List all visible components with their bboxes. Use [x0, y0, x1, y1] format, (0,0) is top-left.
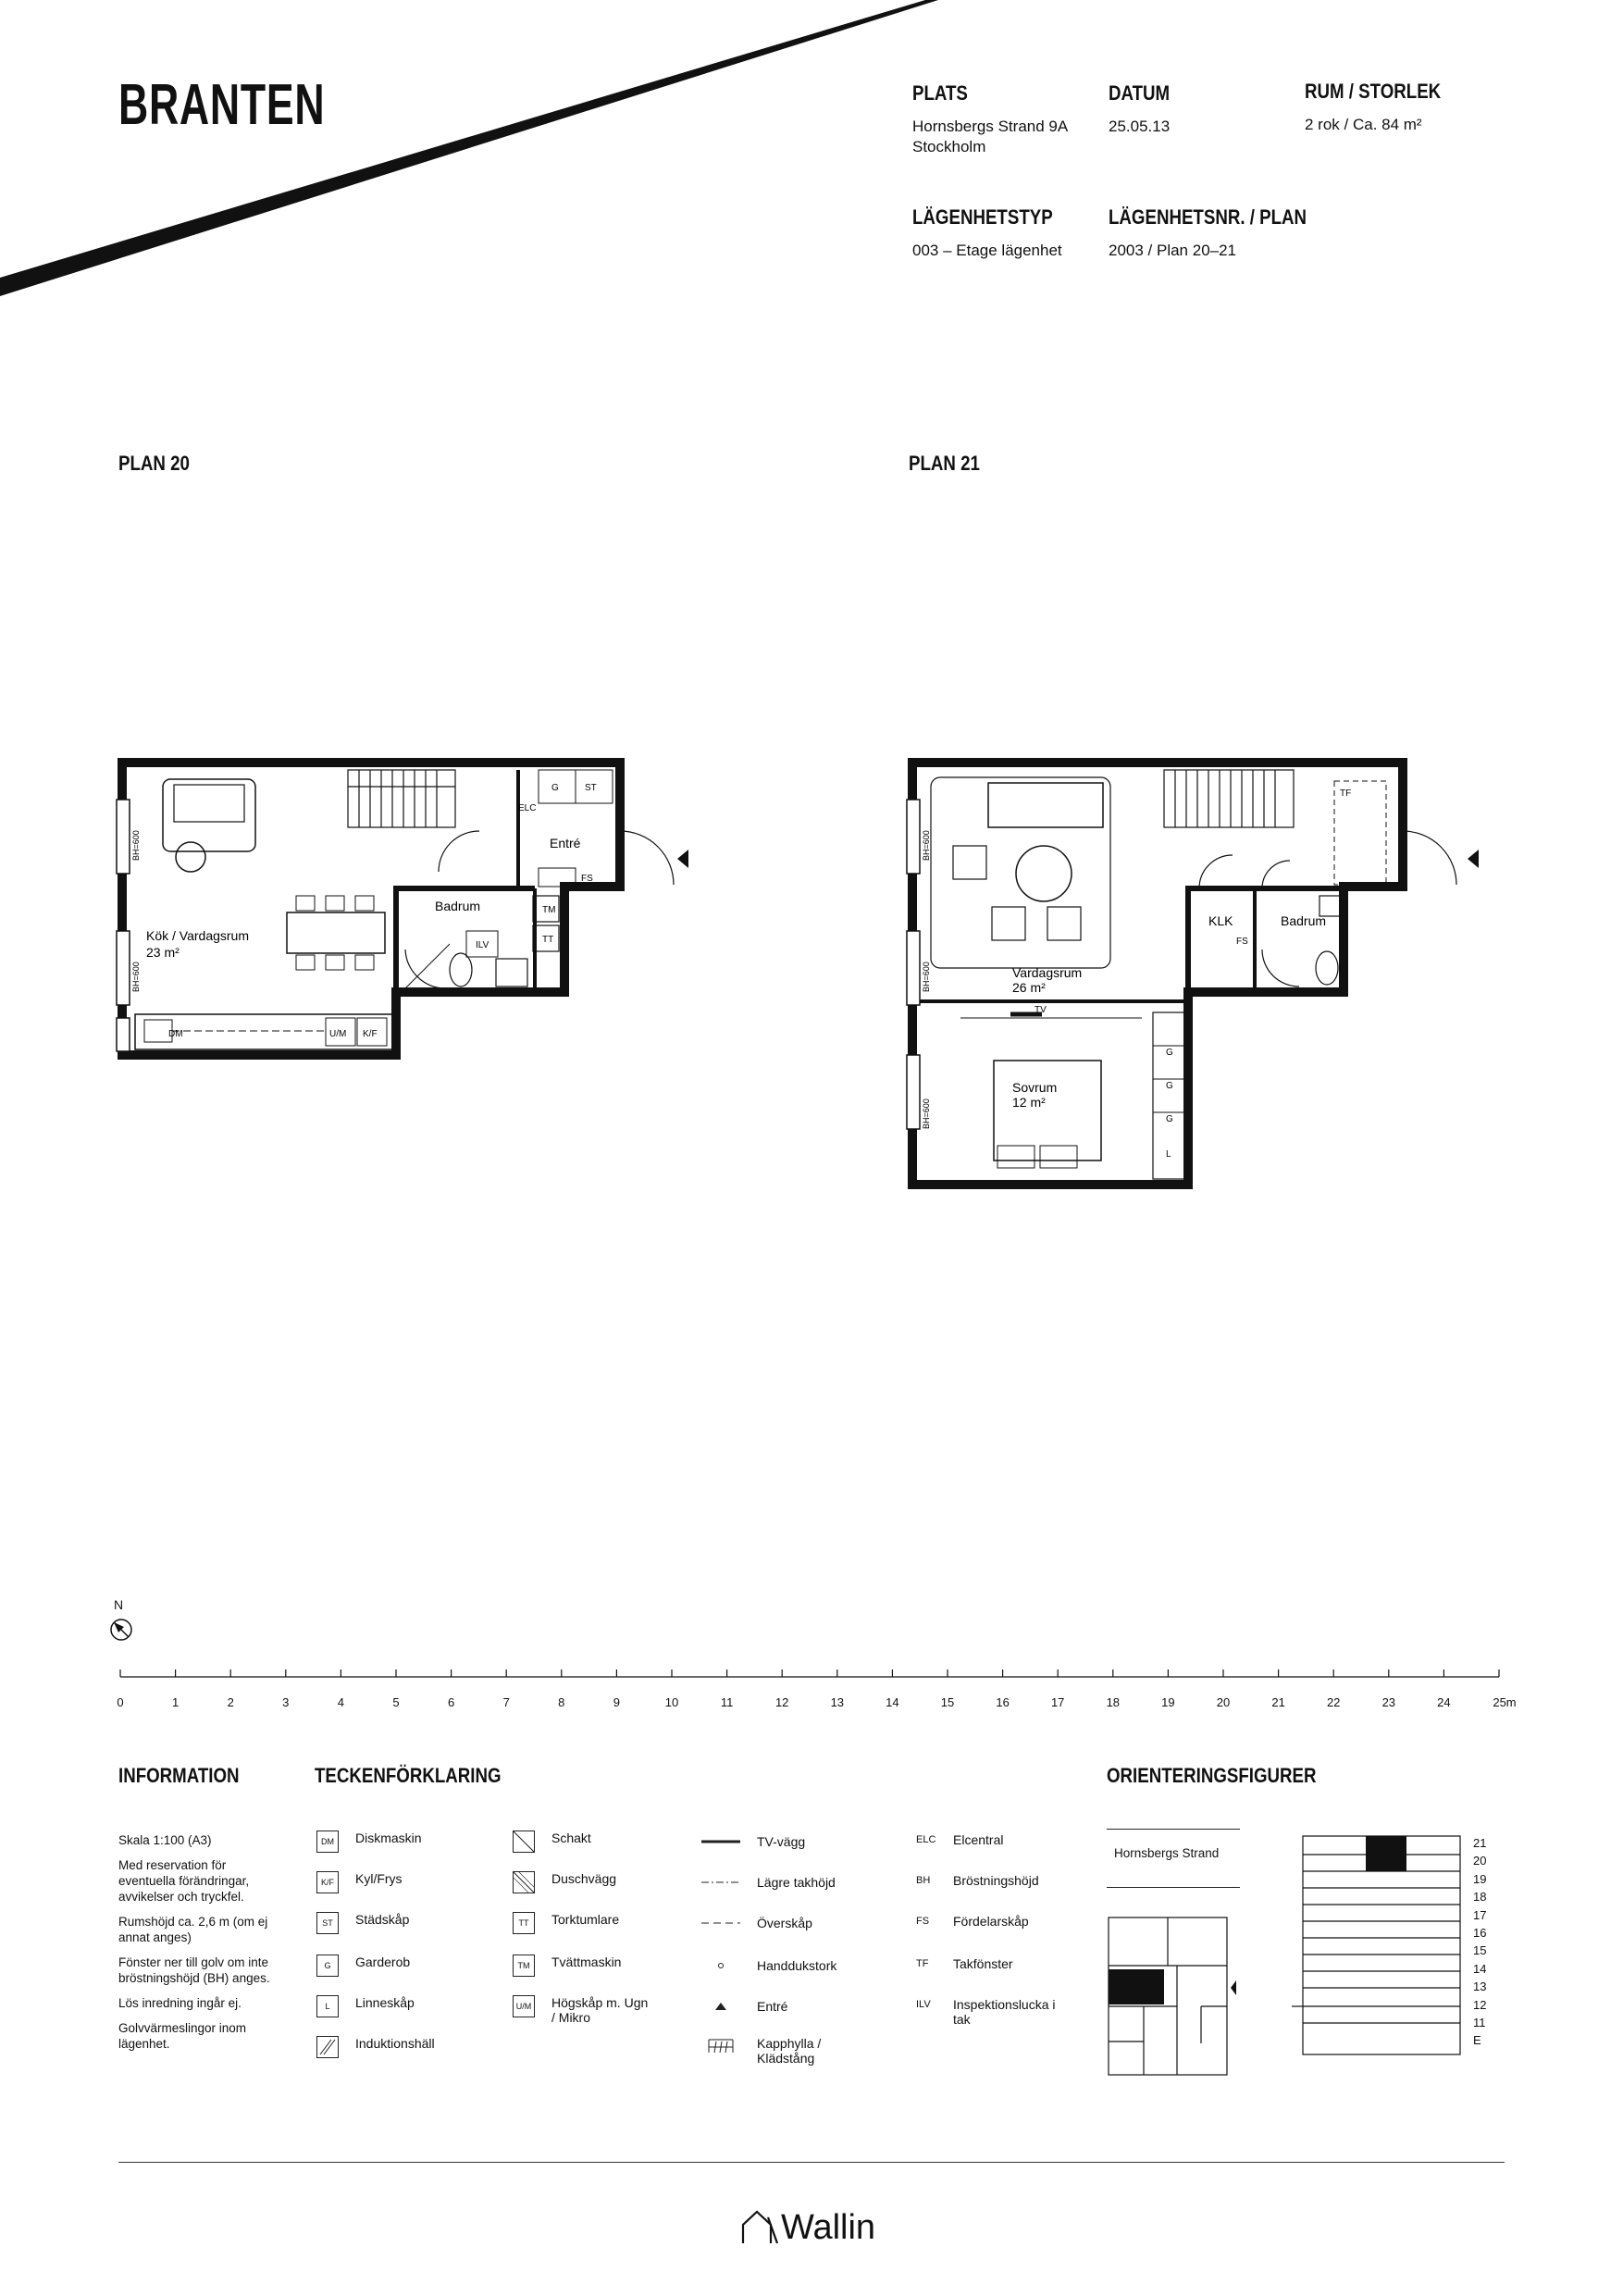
- scale-tick-label: 23: [1381, 1695, 1396, 1709]
- svg-text:G: G: [1166, 1048, 1173, 1058]
- scale-tick-label: 1: [171, 1695, 180, 1709]
- typ-label: LÄGENHETSTYP: [912, 205, 1053, 229]
- plats-label: PLATS: [912, 81, 968, 105]
- scale-tick-label: 9: [613, 1695, 621, 1709]
- plan20-kok-area: 23 m²: [146, 945, 180, 960]
- nr-label: LÄGENHETSNR. / PLAN: [1109, 205, 1307, 229]
- shower-wall-icon: [513, 1871, 535, 1893]
- svg-text:BH=600: BH=600: [922, 962, 931, 992]
- coat-rack-icon: [701, 2036, 740, 2056]
- scale-tick-label: 18: [1106, 1695, 1121, 1709]
- plan20-title: PLAN 20: [118, 452, 190, 475]
- legend-overskap: Överskåp: [701, 1916, 812, 1930]
- street-label-box: [1107, 1829, 1240, 1888]
- street-label: Hornsbergs Strand: [1114, 1846, 1220, 1860]
- plats-value: Hornsbergs Strand 9A Stockholm: [912, 118, 1069, 155]
- plan21-floorplan: [901, 750, 1493, 1194]
- nr-value: 2003 / Plan 20–21: [1109, 242, 1237, 259]
- footer-divider: [118, 2162, 1505, 2163]
- legend-takfonster: TF Takfönster: [916, 1956, 1013, 1971]
- rum-label: RUM / STORLEK: [1305, 80, 1442, 103]
- legend-stadskap: ST Städskåp: [316, 1912, 409, 1934]
- plan21-outer-wall: [912, 763, 1403, 1185]
- legend-inspektionslucka: ILV Inspektionslucka i tak: [916, 1997, 1056, 2027]
- scale-tick-label: 7: [502, 1695, 510, 1709]
- scale-tick-label: 21: [1271, 1695, 1285, 1709]
- legend-handdukstork: Handdukstork: [701, 1958, 836, 1973]
- legend-schakt: Schakt: [513, 1831, 591, 1853]
- legend-torktumlare: TT Torktumlare: [513, 1912, 619, 1934]
- legend-kylfrys: K/F Kyl/Frys: [316, 1871, 403, 1893]
- plan20-floorplan: [111, 750, 703, 1064]
- plan21-sovrum-area: 12 m²: [1012, 1095, 1046, 1110]
- rum-value: 2 rok / Ca. 84 m²: [1305, 116, 1422, 133]
- plan21-klk-label: KLK: [1208, 913, 1233, 928]
- legend-duschvagg: Duschvägg: [513, 1871, 616, 1893]
- scale-tick-label: 19: [1161, 1695, 1175, 1709]
- scale-tick-label: 14: [886, 1695, 899, 1709]
- svg-text:FS: FS: [581, 874, 593, 884]
- svg-text:BH=600: BH=600: [131, 962, 141, 992]
- legend-linneskap: L Linneskåp: [316, 1995, 415, 2017]
- scale-tick-label: 13: [830, 1695, 845, 1709]
- svg-text:ELC: ELC: [518, 803, 537, 813]
- house-logo-icon: [740, 2208, 779, 2245]
- plan20-badrum-label: Badrum: [435, 899, 481, 913]
- legend-entre: Entré: [701, 1999, 787, 2014]
- lower-ceiling-icon: [701, 1875, 740, 1890]
- svg-text:BH=600: BH=600: [131, 830, 141, 861]
- tv-wall-icon: [701, 1834, 740, 1849]
- plan21-badrum-label: Badrum: [1281, 913, 1327, 928]
- wall-cabinet-icon: [701, 1916, 740, 1930]
- legend-hogskap: U/M Högskåp m. Ugn / Mikro: [513, 1995, 651, 2025]
- legend-kapphylla: Kapphylla / Klädstång: [701, 2036, 840, 2066]
- svg-text:TT: TT: [542, 935, 554, 945]
- svg-text:BH=600: BH=600: [922, 1098, 931, 1129]
- scale-tick-label: 4: [337, 1695, 345, 1709]
- legend-lagre-takhojd: Lägre takhöjd: [701, 1875, 836, 1890]
- scale-tick-label: 20: [1216, 1695, 1231, 1709]
- plan20-kok-label: Kök / Vardagsrum: [146, 928, 250, 943]
- svg-text:FS: FS: [1236, 937, 1248, 947]
- svg-text:G: G: [551, 783, 559, 793]
- legend-induktionshall: Induktionshäll: [316, 2036, 435, 2058]
- scale-tick-label: 10: [664, 1695, 679, 1709]
- legend-tvattmaskin: TM Tvättmaskin: [513, 1955, 621, 1977]
- svg-text:DM: DM: [168, 1029, 183, 1039]
- scale-tick-label: 22: [1326, 1695, 1341, 1709]
- plan21-sovrum-label: Sovrum: [1012, 1080, 1058, 1095]
- legend-tv-vagg: TV-vägg: [701, 1834, 805, 1849]
- plan20-entre-label: Entré: [550, 836, 581, 850]
- information-title: INFORMATION: [118, 1764, 240, 1787]
- scale-tick-label: 3: [282, 1695, 290, 1709]
- datum-label: DATUM: [1109, 81, 1171, 105]
- scale-tick-label: 8: [558, 1695, 565, 1709]
- scale-tick-label: 24: [1437, 1695, 1451, 1709]
- plan21-title: PLAN 21: [909, 452, 980, 475]
- plan21-vardagsrum-area: 26 m²: [1012, 980, 1046, 995]
- svg-text:U/M: U/M: [329, 1029, 347, 1039]
- floor-numbers: 21 20 19 18 17 16 15 14 13 12 11 E: [1473, 1836, 1487, 2048]
- brand-title: BRANTEN: [118, 73, 326, 137]
- svg-text:G: G: [1166, 1081, 1173, 1091]
- footer-logo: Wallin: [740, 2208, 875, 2245]
- legend-fordelarskap: FS Fördelarskåp: [916, 1914, 1029, 1929]
- plan21-vardagsrum-label: Vardagsrum: [1012, 965, 1083, 980]
- svg-text:TF: TF: [1340, 788, 1352, 799]
- north-label: N: [114, 1597, 124, 1612]
- diagonal-band: [0, 0, 1623, 333]
- legend-garderob: G Garderob: [316, 1955, 410, 1977]
- legend-diskmaskin: DM Diskmaskin: [316, 1831, 422, 1853]
- information-text: Skala 1:100 (A3) Med reservation för eventuella förändringar, avvikelser och tryckfel. Rumshöjd ca. 2,6 m (om ej annat anges) Fönster ner till golv om inte bröstningshöjd (BH) anges. Lös inredning ingår ej. Golvvärmeslingor inom lägenhet.: [118, 1833, 270, 2051]
- legend-brostningshojd: BH Bröstningshöjd: [916, 1873, 1039, 1888]
- svg-text:ILV: ILV: [476, 940, 489, 950]
- svg-text:K/F: K/F: [363, 1029, 378, 1039]
- scale-tick-label: 25m: [1493, 1695, 1517, 1709]
- datum-value: 25.05.13: [1109, 118, 1171, 135]
- compass-icon: [107, 1616, 135, 1644]
- entrance-icon: [701, 1999, 740, 2014]
- legend-elcentral: ELC Elcentral: [916, 1832, 1004, 1847]
- scale-tick-label: 6: [447, 1695, 455, 1709]
- site-plan: [1107, 1914, 1245, 2080]
- scale-tick-label: 17: [1050, 1695, 1065, 1709]
- scale-tick-label: 12: [774, 1695, 789, 1709]
- scale-tick-label: 11: [720, 1695, 734, 1709]
- svg-text:L: L: [1166, 1149, 1171, 1160]
- svg-text:ST: ST: [585, 783, 597, 793]
- scale-tick-label: 16: [996, 1695, 1010, 1709]
- typ-value: 003 – Etage lägenhet: [912, 242, 1062, 259]
- svg-text:BH=600: BH=600: [922, 830, 931, 861]
- svg-text:G: G: [1166, 1114, 1173, 1124]
- scale-tick-label: 5: [392, 1695, 400, 1709]
- shaft-icon: [513, 1831, 535, 1853]
- scale-tick-label: 2: [227, 1695, 234, 1709]
- scale-tick-label: 0: [117, 1695, 124, 1709]
- legend-title: TECKENFÖRKLARING: [315, 1764, 502, 1787]
- scale-tick-label: 15: [940, 1695, 955, 1709]
- svg-text:TV: TV: [1035, 1005, 1047, 1015]
- towel-rail-icon: [701, 1958, 740, 1973]
- orientation-title: ORIENTERINGSFIGURER: [1107, 1764, 1317, 1787]
- svg-text:TM: TM: [542, 905, 556, 915]
- scale-bar: [111, 1666, 1518, 1684]
- induction-icon: [316, 2036, 339, 2058]
